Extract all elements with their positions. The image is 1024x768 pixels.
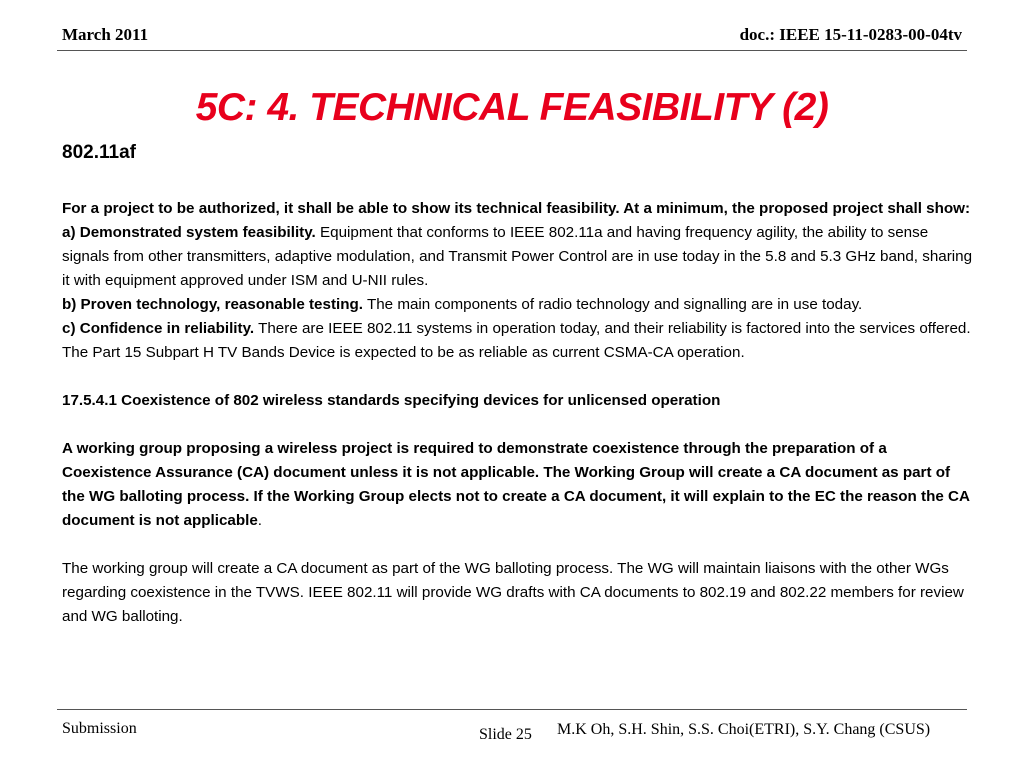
item-b xyxy=(62,293,974,317)
header-date: March 2011 xyxy=(62,25,149,44)
item-b-lead: b) Proven technology, reasonable testing. xyxy=(62,296,363,313)
header-doc-id: doc.: IEEE 15-11-0283-00-04tv xyxy=(739,25,962,44)
item-c xyxy=(62,317,974,365)
item-c-text: There are IEEE 802.11 systems in operation today, and their reliability is factored into the services offered. The Part 15 Subpart H TV Bands Device is expected to be as reliable as current CSMA-CA operation. xyxy=(62,320,971,361)
spacer xyxy=(62,533,974,557)
footer-divider xyxy=(57,709,967,710)
item-a-lead: a) Demonstrated system feasibility. xyxy=(62,224,316,241)
item-a xyxy=(62,221,974,293)
spacer xyxy=(62,413,974,437)
footer-submission: Submission xyxy=(62,720,137,737)
coexistence-requirement-period: . xyxy=(257,512,263,529)
header-divider xyxy=(57,50,967,51)
wg-response-paragraph: The working group will create a CA document as part of the WG balloting process. The WG will maintain liaisons with the other WGs regarding coexistence in the TVWS. IEEE 802.11 will provide WG drafts with CA documents to 802.19 and 802.22 members for review and WG balloting. xyxy=(62,560,964,625)
intro-paragraph: For a project to be authorized, it shall be able to show its technical feasibility. At a minimum, the proposed project shall show: xyxy=(62,200,971,217)
spacer xyxy=(62,365,974,389)
item-c-lead: c) Confidence in reliability. xyxy=(62,320,255,337)
footer-authors: M.K Oh, S.H. Shin, S.S. Choi(ETRI), S.Y. Chang (CSUS) xyxy=(557,721,931,738)
coexistence-requirement-text: A working group proposing a wireless project is required to demonstrate coexistence through the preparation of a Coexistence Assurance (CA) document unless it is not applicable. The Working Group will create a CA document as part of the WG balloting process. If the Working Group elects not to create a CA document, it will explain to the EC the reason the CA document is not applicable xyxy=(62,440,970,529)
slide-subtitle: 802.11af xyxy=(62,142,136,163)
footer-slide-number: Slide 25 xyxy=(479,726,532,743)
slide-body xyxy=(62,197,974,629)
slide-title: 5C: 4. TECHNICAL FEASIBILITY (2) xyxy=(195,86,829,129)
item-a-text: Equipment that conforms to IEEE 802.11a and having frequency agility, the ability to sense signals from other transmitters, adaptive modulation, and Transmit Power Control are in use today in the 5.8 and 5.3 GHz band, sharing it with equipment approved under ISM and U-NII rules. xyxy=(62,224,973,289)
section-heading: 17.5.4.1 Coexistence of 802 wireless standards specifying devices for unlicensed operation xyxy=(62,392,721,409)
item-b-text: The main components of radio technology and signalling are in use today. xyxy=(363,296,863,313)
coexistence-requirement xyxy=(62,437,974,533)
